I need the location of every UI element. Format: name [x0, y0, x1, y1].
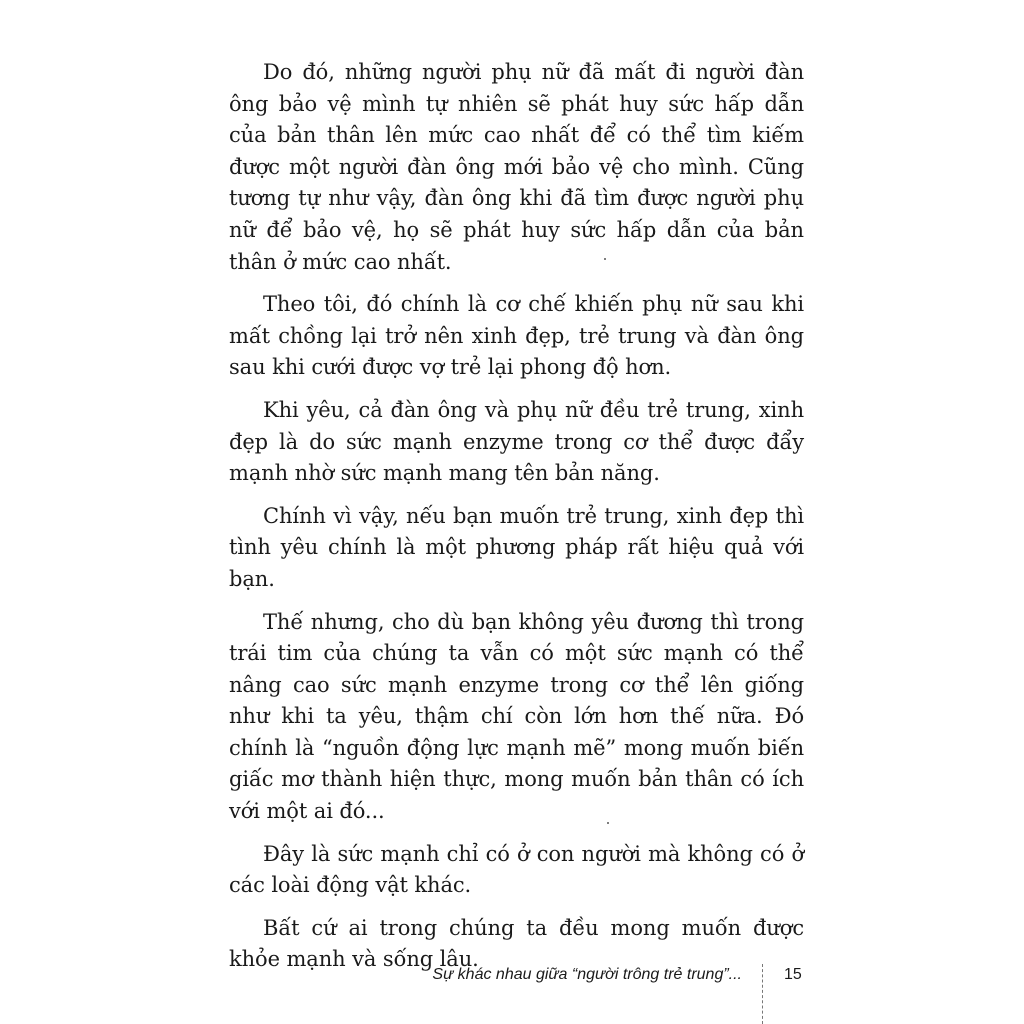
paragraph-1: Do đó, những người phụ nữ đã mất đi người đàn ông bảo vệ mình tự nhiên sẽ phát huy sức hấp dẫn của bản thân lên mức cao nhất để có thể tìm kiếm được một người đàn ông mới bảo vệ cho mình. Cũng tương tự như vậy, đàn ông khi đã tìm được người phụ nữ để bảo vệ, họ sẽ phát huy sức hấp dẫn của bản thân ở mức cao nhất.	[229, 60, 804, 274]
page-number: 15	[784, 966, 802, 983]
paragraph-2: Theo tôi, đó chính là cơ chế khiến phụ nữ sau khi mất chồng lại trở nên xinh đẹp, trẻ trung và đàn ông sau khi cưới được vợ trẻ lại phong độ hơn.	[229, 292, 804, 380]
print-speck	[604, 258, 606, 260]
paragraph-6: Đây là sức mạnh chỉ có ở con người mà không có ở các loài động vật khác.	[229, 841, 804, 898]
paragraph-7: Bất cứ ai trong chúng ta đều mong muốn được khỏe mạnh và sống lâu.	[229, 915, 804, 972]
print-speck	[607, 822, 609, 824]
body-text	[229, 57, 804, 987]
paragraph-4: Chính vì vậy, nếu bạn muốn trẻ trung, xinh đẹp thì tình yêu chính là một phương pháp rất hiệu quả với bạn.	[229, 503, 804, 591]
page-footer	[0, 966, 1024, 1006]
footer-divider	[762, 964, 763, 1024]
paragraph-5: Thế nhưng, cho dù bạn không yêu đương thì trong trái tim của chúng ta vẫn có một sức mạnh có thể nâng cao sức mạnh enzyme trong cơ thể lên giống như khi ta yêu, thậm chí còn lớn hơn thế nữa. Đó chính là “nguồn động lực mạnh mẽ” mong muốn biến giấc mơ thành hiện thực, mong muốn bản thân có ích với một ai đó...	[229, 609, 804, 824]
running-head: Sự khác nhau giữa “người trông trẻ trung”...	[432, 966, 742, 983]
paragraph-3: Khi yêu, cả đàn ông và phụ nữ đều trẻ trung, xinh đẹp là do sức mạnh enzyme trong cơ thể được đẩy mạnh nhờ sức mạnh mang tên bản năng.	[229, 397, 804, 486]
